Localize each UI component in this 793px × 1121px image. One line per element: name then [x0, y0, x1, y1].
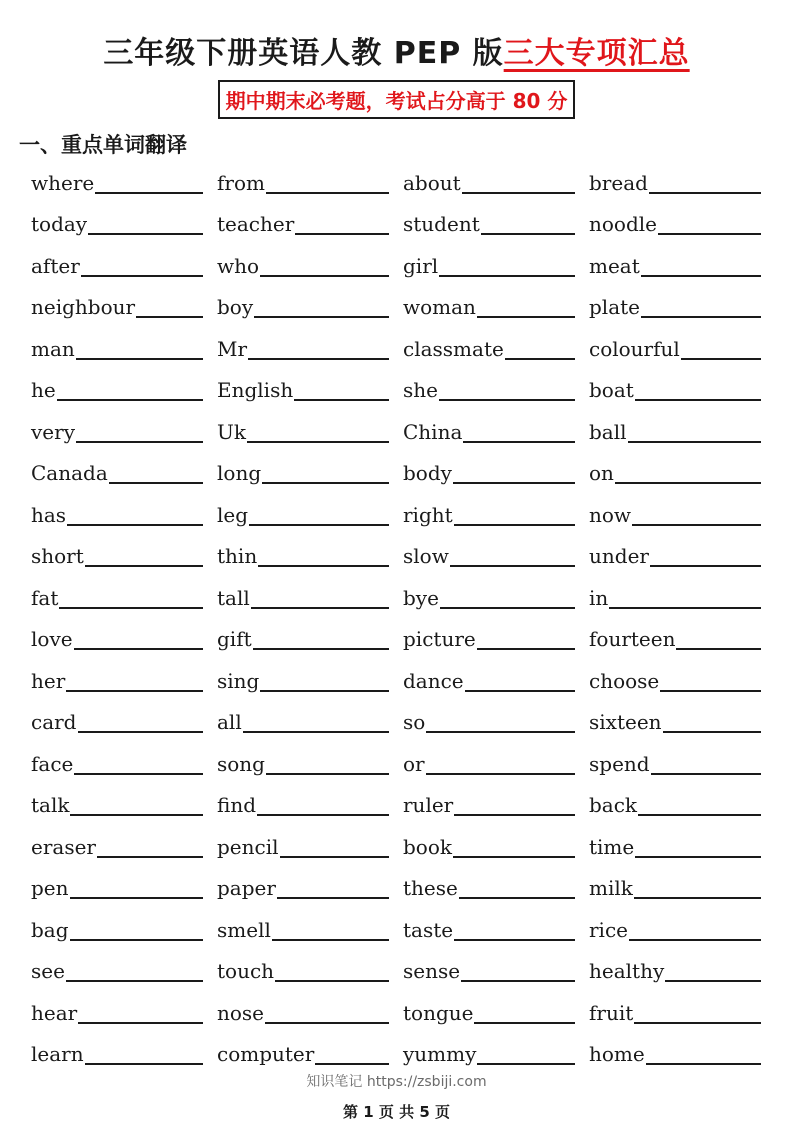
word-label: smell: [217, 917, 271, 942]
answer-blank-line: [260, 275, 389, 277]
word-label: sixteen: [589, 710, 662, 734]
word-item: [589, 700, 761, 742]
word-label: Uk: [217, 419, 246, 444]
answer-blank-line: [634, 897, 761, 899]
answer-blank-line: [454, 814, 575, 816]
answer-blank-line: [462, 192, 575, 194]
answer-blank-line: [440, 607, 575, 609]
word-item: [403, 783, 575, 825]
word-item: [31, 368, 203, 410]
word-label: English: [217, 378, 294, 402]
answer-blank-line: [258, 565, 389, 567]
word-label: paper: [217, 876, 276, 900]
word-label: taste: [403, 917, 454, 942]
answer-blank-line: [88, 233, 203, 235]
word-item: [403, 451, 575, 493]
word-label: all: [217, 710, 242, 734]
word-label: body: [403, 461, 452, 485]
answer-blank-line: [474, 1022, 575, 1024]
word-label: today: [31, 212, 88, 236]
answer-blank-line: [477, 316, 575, 318]
word-label: dance: [403, 668, 464, 693]
word-item: [31, 285, 203, 327]
answer-blank-line: [251, 607, 389, 609]
answer-blank-line: [641, 316, 761, 318]
word-label: sing: [217, 668, 260, 693]
word-label: short: [31, 544, 84, 568]
word-label: bag: [31, 917, 69, 942]
word-item: [31, 741, 203, 783]
word-item: [589, 824, 761, 866]
word-label: gift: [217, 627, 252, 651]
word-item: [403, 824, 575, 866]
word-label: home: [589, 1042, 645, 1066]
word-label: fruit: [589, 1000, 634, 1025]
word-label: he: [31, 378, 56, 402]
word-label: these: [403, 876, 458, 900]
word-item: [589, 990, 761, 1032]
word-item: [403, 243, 575, 285]
word-item: [589, 160, 761, 202]
word-label: noodle: [589, 212, 657, 236]
word-label: fat: [31, 585, 59, 610]
answer-blank-line: [615, 482, 761, 484]
answer-blank-line: [663, 731, 761, 733]
word-label: so: [403, 710, 426, 734]
word-item: [217, 492, 389, 534]
word-item: [403, 368, 575, 410]
word-label: touch: [217, 959, 275, 983]
answer-blank-line: [628, 441, 761, 443]
word-label: healthy: [589, 959, 665, 983]
word-label: nose: [217, 1000, 265, 1025]
word-item: [217, 1032, 389, 1074]
word-item: [31, 1032, 203, 1074]
word-label: boy: [217, 295, 254, 319]
page-number: 第 1 页 共 5 页: [343, 1103, 450, 1121]
word-label: see: [31, 959, 65, 983]
answer-blank-line: [634, 1022, 761, 1024]
word-item: [403, 575, 575, 617]
word-item: [217, 990, 389, 1032]
answer-blank-line: [459, 897, 575, 899]
watermark: 知识笔记 https://zsbiji.com: [306, 1074, 487, 1090]
word-item: [31, 575, 203, 617]
word-item: [403, 409, 575, 451]
word-label: bye: [403, 585, 439, 610]
title-main-text: 三年级下册英语人教 PEP 版: [103, 36, 504, 71]
answer-blank-line: [78, 731, 204, 733]
word-label: now: [589, 502, 632, 527]
answer-blank-line: [638, 814, 761, 816]
page-header: [0, 28, 793, 72]
word-item: [403, 202, 575, 244]
answer-blank-line: [439, 399, 575, 401]
word-label: milk: [589, 876, 633, 900]
word-item: [589, 534, 761, 576]
word-item: [403, 492, 575, 534]
word-item: [403, 1032, 575, 1074]
word-label: or: [403, 751, 425, 776]
word-label: spend: [589, 751, 650, 776]
word-label: slow: [403, 544, 449, 568]
word-label: bread: [589, 170, 648, 195]
answer-blank-line: [70, 939, 203, 941]
word-item: [217, 575, 389, 617]
answer-blank-line: [454, 524, 575, 526]
word-label: in: [589, 585, 609, 610]
word-item: [403, 160, 575, 202]
word-label: man: [31, 336, 75, 361]
word-label: fourteen: [589, 627, 676, 651]
word-item: [31, 658, 203, 700]
word-label: ball: [589, 419, 627, 444]
answer-blank-line: [136, 316, 203, 318]
answer-blank-line: [78, 1022, 203, 1024]
word-label: under: [589, 544, 649, 568]
answer-blank-line: [266, 192, 389, 194]
answer-blank-line: [59, 607, 203, 609]
word-item: [589, 866, 761, 908]
word-item: [589, 451, 761, 493]
word-label: who: [217, 253, 260, 278]
word-label: sense: [403, 959, 461, 983]
answer-blank-line: [254, 316, 389, 318]
word-label: plate: [589, 295, 640, 319]
answer-blank-line: [253, 648, 389, 650]
answer-blank-line: [465, 690, 575, 692]
word-item: [217, 534, 389, 576]
word-label: computer: [217, 1042, 315, 1066]
answer-blank-line: [266, 773, 389, 775]
answer-blank-line: [463, 441, 575, 443]
word-item: [589, 658, 761, 700]
answer-blank-line: [651, 773, 761, 775]
answer-blank-line: [247, 441, 389, 443]
word-label: after: [31, 253, 80, 278]
word-label: find: [217, 793, 257, 817]
word-item: [403, 285, 575, 327]
word-item: [31, 866, 203, 908]
answer-blank-line: [76, 441, 203, 443]
word-item: [31, 202, 203, 244]
word-item: [31, 326, 203, 368]
answer-blank-line: [635, 856, 761, 858]
word-label: very: [31, 419, 75, 444]
word-item: [31, 492, 203, 534]
word-item: [31, 160, 203, 202]
word-label: has: [31, 502, 67, 527]
word-item: [403, 617, 575, 659]
answer-blank-line: [315, 1063, 389, 1065]
word-label: neighbour: [31, 295, 136, 319]
word-label: student: [403, 212, 480, 236]
answer-blank-line: [649, 192, 761, 194]
answer-blank-line: [81, 275, 203, 277]
word-label: pencil: [217, 834, 279, 859]
word-label: classmate: [403, 336, 504, 361]
page-title: [103, 36, 689, 71]
answer-blank-line: [609, 607, 761, 609]
answer-blank-line: [74, 648, 203, 650]
answer-blank-line: [97, 856, 203, 858]
word-item: [31, 617, 203, 659]
answer-blank-line: [85, 565, 203, 567]
answer-blank-line: [660, 690, 761, 692]
word-label: choose: [589, 668, 660, 693]
word-label: learn: [31, 1042, 84, 1066]
word-label: face: [31, 751, 74, 776]
word-item: [217, 617, 389, 659]
word-item: [217, 202, 389, 244]
answer-blank-line: [249, 524, 389, 526]
word-label: time: [589, 834, 635, 859]
answer-blank-line: [453, 482, 575, 484]
word-item: [589, 409, 761, 451]
word-label: eraser: [31, 834, 96, 859]
answer-blank-line: [70, 897, 203, 899]
word-label: colourful: [589, 336, 680, 361]
word-item: [217, 783, 389, 825]
word-label: book: [403, 834, 453, 859]
answer-blank-line: [243, 731, 389, 733]
word-item: [403, 866, 575, 908]
word-item: [589, 575, 761, 617]
word-label: Canada: [31, 461, 108, 485]
word-item: [31, 243, 203, 285]
subtitle-box: 期中期末必考题，考试占分高于 80 分: [218, 80, 576, 119]
word-label: love: [31, 627, 73, 651]
answer-blank-line: [665, 980, 761, 982]
word-label: Mr: [217, 336, 248, 361]
answer-blank-line: [650, 565, 761, 567]
answer-blank-line: [260, 690, 389, 692]
answer-blank-line: [481, 233, 575, 235]
word-label: picture: [403, 627, 476, 651]
answer-blank-line: [262, 482, 389, 484]
answer-blank-line: [280, 856, 389, 858]
word-label: she: [403, 378, 438, 402]
word-item: [217, 907, 389, 949]
word-label: ruler: [403, 793, 454, 817]
answer-blank-line: [272, 939, 389, 941]
word-item: [217, 741, 389, 783]
answer-blank-line: [453, 856, 575, 858]
word-label: boat: [589, 378, 634, 402]
answer-blank-line: [426, 773, 575, 775]
word-item: [217, 866, 389, 908]
word-item: [589, 492, 761, 534]
word-item: [31, 907, 203, 949]
word-item: [403, 700, 575, 742]
word-item: [403, 534, 575, 576]
subtitle-container: [0, 80, 793, 119]
word-item: [31, 824, 203, 866]
word-item: [217, 285, 389, 327]
word-label: long: [217, 461, 262, 485]
answer-blank-line: [295, 233, 389, 235]
word-label: girl: [403, 253, 439, 278]
word-translation-grid: [31, 160, 761, 1073]
word-label: leg: [217, 502, 249, 527]
answer-blank-line: [505, 358, 575, 360]
word-item: [31, 990, 203, 1032]
answer-blank-line: [257, 814, 389, 816]
word-item: [31, 949, 203, 991]
word-item: [589, 1032, 761, 1074]
answer-blank-line: [439, 275, 575, 277]
answer-blank-line: [676, 648, 761, 650]
word-label: back: [589, 793, 638, 817]
word-item: [217, 326, 389, 368]
answer-blank-line: [681, 358, 761, 360]
word-item: [31, 451, 203, 493]
word-item: [589, 617, 761, 659]
section-heading: 一、重点单词翻译: [19, 133, 187, 157]
word-item: [403, 990, 575, 1032]
answer-blank-line: [67, 524, 203, 526]
word-item: [589, 949, 761, 991]
word-label: teacher: [217, 212, 295, 236]
answer-blank-line: [109, 482, 203, 484]
word-label: on: [589, 461, 614, 485]
word-label: about: [403, 170, 461, 195]
word-item: [217, 658, 389, 700]
word-item: [403, 658, 575, 700]
word-item: [589, 783, 761, 825]
answer-blank-line: [294, 399, 389, 401]
word-item: [31, 700, 203, 742]
answer-blank-line: [477, 648, 575, 650]
answer-blank-line: [95, 192, 203, 194]
word-item: [589, 243, 761, 285]
word-label: from: [217, 170, 265, 195]
word-item: [403, 741, 575, 783]
word-label: tongue: [403, 1000, 474, 1025]
word-label: where: [31, 170, 95, 195]
word-item: [217, 160, 389, 202]
answer-blank-line: [70, 814, 203, 816]
word-label: card: [31, 710, 77, 734]
word-label: talk: [31, 793, 70, 817]
word-label: woman: [403, 295, 476, 319]
answer-blank-line: [646, 1063, 761, 1065]
word-item: [589, 368, 761, 410]
word-item: [217, 700, 389, 742]
word-item: [31, 783, 203, 825]
word-label: right: [403, 502, 453, 527]
answer-blank-line: [629, 939, 761, 941]
answer-blank-line: [277, 897, 389, 899]
answer-blank-line: [450, 565, 575, 567]
word-label: China: [403, 419, 463, 444]
answer-blank-line: [66, 690, 203, 692]
word-label: rice: [589, 917, 628, 942]
word-label: thin: [217, 544, 258, 568]
word-item: [403, 949, 575, 991]
answer-blank-line: [658, 233, 761, 235]
word-item: [403, 326, 575, 368]
word-item: [589, 326, 761, 368]
answer-blank-line: [74, 773, 203, 775]
answer-blank-line: [461, 980, 575, 982]
word-label: meat: [589, 253, 640, 278]
word-label: pen: [31, 876, 69, 900]
word-item: [217, 949, 389, 991]
word-item: [217, 368, 389, 410]
word-item: [217, 409, 389, 451]
answer-blank-line: [265, 1022, 389, 1024]
word-item: [403, 907, 575, 949]
answer-blank-line: [641, 275, 761, 277]
answer-blank-line: [57, 399, 203, 401]
answer-blank-line: [426, 731, 575, 733]
answer-blank-line: [66, 980, 203, 982]
answer-blank-line: [477, 1063, 575, 1065]
answer-blank-line: [632, 524, 761, 526]
answer-blank-line: [85, 1063, 203, 1065]
word-label: song: [217, 751, 265, 776]
word-item: [217, 243, 389, 285]
word-item: [217, 451, 389, 493]
word-item: [589, 741, 761, 783]
answer-blank-line: [635, 399, 761, 401]
word-label: her: [31, 668, 66, 693]
answer-blank-line: [454, 939, 575, 941]
word-label: yummy: [403, 1042, 477, 1066]
word-label: hear: [31, 1000, 78, 1025]
word-item: [589, 907, 761, 949]
word-label: tall: [217, 585, 250, 610]
word-item: [31, 534, 203, 576]
word-item: [31, 409, 203, 451]
answer-blank-line: [248, 358, 389, 360]
word-item: [589, 285, 761, 327]
word-item: [217, 824, 389, 866]
answer-blank-line: [275, 980, 389, 982]
answer-blank-line: [76, 358, 203, 360]
word-item: [589, 202, 761, 244]
title-highlight-text: 三大专项汇总: [503, 36, 690, 71]
